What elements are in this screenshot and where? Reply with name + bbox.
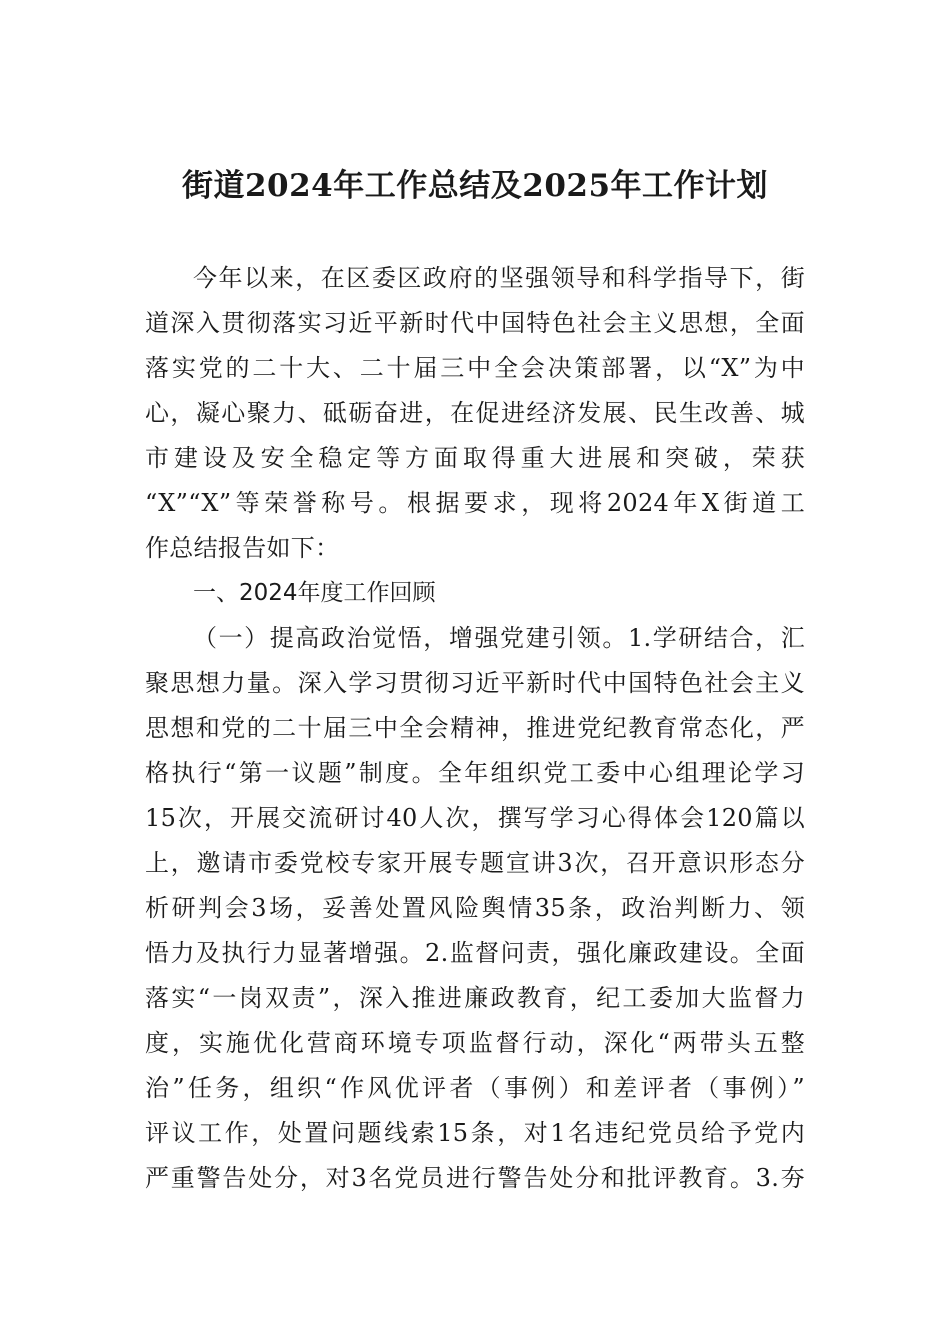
- text-line: 度，实施优化营商环境专项监督行动，深化“两带头五整: [145, 1029, 805, 1057]
- section-heading: 一、2024年度工作回顾: [193, 580, 436, 606]
- text-line: 作总结报告如下：: [145, 534, 340, 562]
- text-line: 道深入贯彻落实习近平新时代中国特色社会主义思想，全面: [145, 309, 805, 337]
- text-line: 治”任务，组织“作风优评者（事例）和差评者（事例）”: [145, 1074, 805, 1102]
- text-line: 聚思想力量。深入学习贯彻习近平新时代中国特色社会主义: [145, 669, 805, 697]
- text-line: 今年以来，在区委区政府的坚强领导和科学指导下，街: [193, 264, 805, 292]
- text-line: 心，凝心聚力、砥砺奋进，在促进经济发展、民生改善、城: [145, 399, 805, 427]
- intro-paragraph: [145, 256, 805, 571]
- text-line: 悟力及执行力显著增强。2.监督问责，强化廉政建设。全面: [145, 939, 805, 967]
- text-line: 市建设及安全稳定等方面取得重大进展和突破，荣获: [145, 444, 805, 472]
- text-line: “X”“X”等荣誉称号。根据要求，现将2024年X街道工: [145, 489, 805, 517]
- text-line: 15次，开展交流研讨40人次，撰写学习心得体会120篇以: [145, 804, 805, 832]
- text-line: 严重警告处分，对3名党员进行警告处分和批评教育。3.夯: [145, 1164, 805, 1192]
- text-line: 析研判会3场，妥善处置风险舆情35条，政治判断力、领: [145, 894, 805, 922]
- document-title: 街道2024年工作总结及2025年工作计划: [181, 168, 769, 204]
- text-line: 落实“一岗双责”，深入推进廉政教育，纪工委加大监督力: [145, 984, 805, 1012]
- text-line: 上，邀请市委党校专家开展专题宣讲3次，召开意识形态分: [145, 849, 805, 877]
- text-line: （一）提高政治觉悟，增强党建引领。1.学研结合，汇: [193, 624, 805, 652]
- document-body: [145, 256, 805, 1201]
- text-line: 落实党的二十大、二十届三中全会决策部署，以“X”为中: [145, 354, 805, 382]
- section-paragraph: [145, 616, 805, 1201]
- text-line: 评议工作，处置问题线索15条，对1名违纪党员给予党内: [145, 1119, 805, 1147]
- text-line: 格执行“第一议题”制度。全年组织党工委中心组理论学习: [145, 759, 805, 787]
- text-line: 思想和党的二十届三中全会精神，推进党纪教育常态化，严: [145, 714, 805, 742]
